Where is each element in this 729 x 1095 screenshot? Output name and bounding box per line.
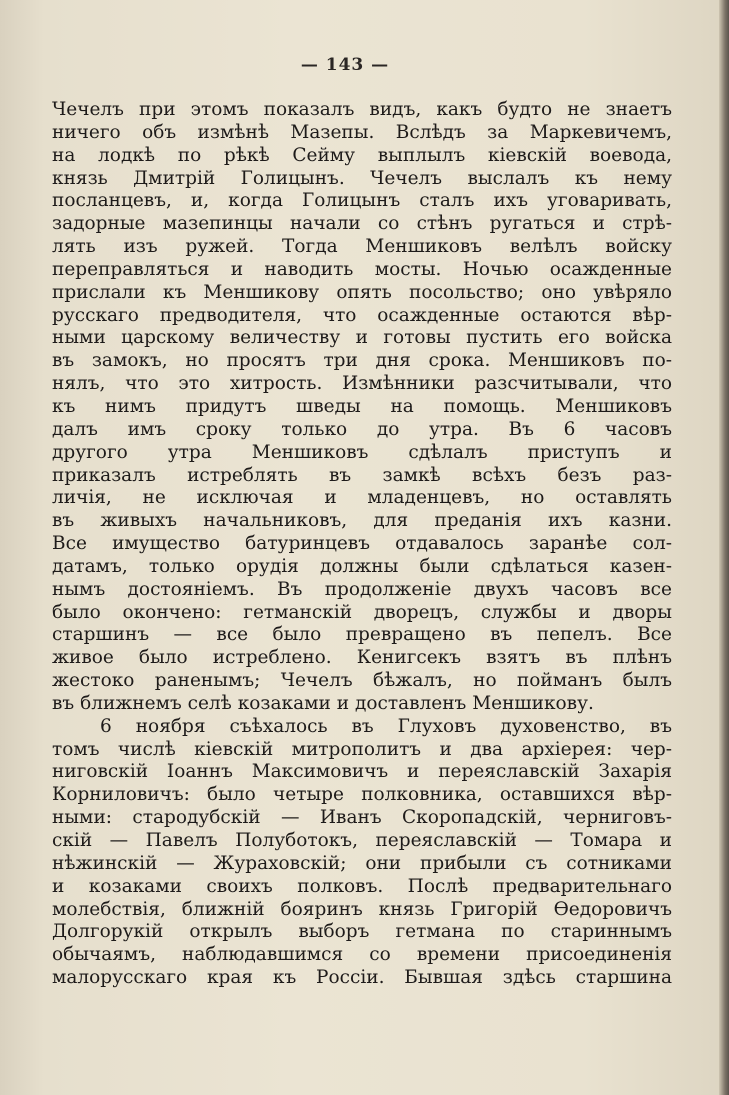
text-line: молебствія, ближній бояринъ князь Григорій Ѳедоровичъ xyxy=(52,898,672,920)
text-line: переправляться и наводить мосты. Ночью осажденные xyxy=(52,258,672,280)
text-line: въ живыхъ начальниковъ, для преданія ихъ казни. xyxy=(52,510,672,532)
text-line: и козаками своихъ полковъ. Послѣ предварительнаго xyxy=(52,875,672,897)
text-line: Чечелъ при этомъ показалъ видъ, какъ будто не знаетъ xyxy=(52,99,672,120)
text-line: далъ имъ сроку только до утра. Въ 6 часовъ xyxy=(52,418,672,440)
text-line: другого утра Меншиковъ сдѣлалъ приступъ и xyxy=(52,441,672,463)
text-line: посланцевъ, и, когда Голицынъ сталъ ихъ уговаривать, xyxy=(52,190,672,212)
text-line: было окончено: гетманскій дворецъ, службы и дворы xyxy=(52,601,672,623)
text-line: ными царскому величеству и готовы пустить его войска xyxy=(52,327,672,349)
page-number: — 143 — xyxy=(300,55,390,75)
text-line: нѣжинскій — Жураховскій; они прибыли съ сотниками xyxy=(52,852,672,874)
text-line: лять изъ ружей. Тогда Меншиковъ велѣлъ войску xyxy=(52,236,672,258)
text-line: нымъ достояніемъ. Въ продолженіе двухъ часовъ все xyxy=(52,578,672,600)
body-text xyxy=(52,99,672,990)
text-line: Корниловичъ: было четыре полковника, оставшихся вѣр- xyxy=(52,784,672,806)
text-line: прислали къ Меншикову опять посольство; оно увѣряло xyxy=(52,281,672,303)
text-line: нялъ, что это хитрость. Измѣнники разсчитывали, что xyxy=(52,373,672,395)
text-line: живое было истреблено. Кенигсекъ взятъ въ плѣнъ xyxy=(52,647,672,669)
text-line: старшинъ — все было превращено въ пепелъ. Все xyxy=(52,624,672,646)
text-line: въ ближнемъ селѣ козаками и доставленъ Меншикову. xyxy=(52,692,594,714)
text-line: ниговскій Іоаннъ Максимовичъ и переяславскій Захарія xyxy=(52,761,672,783)
text-line: на лодкѣ по рѣкѣ Сейму выплылъ кіевскій воевода, xyxy=(52,144,672,166)
text-line: ными: стародубскій — Иванъ Скоропадскій, черниговъ- xyxy=(52,807,672,829)
text-line: русскаго предводителя, что осажденные остаются вѣр- xyxy=(52,304,672,326)
book-spine-shadow xyxy=(719,0,729,1095)
text-line: къ нимъ придутъ шведы на помощь. Меншиковъ xyxy=(52,395,672,417)
text-line: обычаямъ, наблюдавшимся со времени присоединенія xyxy=(52,944,672,966)
text-line: Долгорукій открылъ выборъ гетмана по стариннымъ xyxy=(52,921,672,943)
text-line: датамъ, только орудія должны были сдѣлаться казен- xyxy=(52,555,672,577)
text-line: 6 ноября съѣхалось въ Глуховъ духовенство, въ xyxy=(100,715,672,737)
text-line: Все имущество батуринцевъ отдавалось заранѣе сол- xyxy=(52,533,672,555)
text-line: малорусскаго края къ Россіи. Бывшая здѣсь старшина xyxy=(52,967,672,989)
text-line: ничего объ измѣнѣ Мазепы. Вслѣдъ за Маркевичемъ, xyxy=(52,121,672,143)
text-line: задорные мазепинцы начали со стѣнъ ругаться и стрѣ- xyxy=(52,213,672,235)
text-line: князь Дмитрій Голицынъ. Чечелъ выслалъ къ нему xyxy=(52,167,672,189)
text-line: въ замокъ, но просятъ три дня срока. Меншиковъ по- xyxy=(52,350,672,372)
text-line: приказалъ истреблять въ замкѣ всѣхъ безъ раз- xyxy=(52,464,672,486)
text-line: личія, не исключая и младенцевъ, но оставлять xyxy=(52,487,672,509)
text-line: томъ числѣ кіевскій митрополитъ и два архіерея: чер- xyxy=(52,738,672,760)
text-line: скій — Павелъ Полуботокъ, переяславскій — Томара и xyxy=(52,830,672,851)
text-line: жестоко раненымъ; Чечелъ бѣжалъ, но пойманъ былъ xyxy=(52,670,672,692)
